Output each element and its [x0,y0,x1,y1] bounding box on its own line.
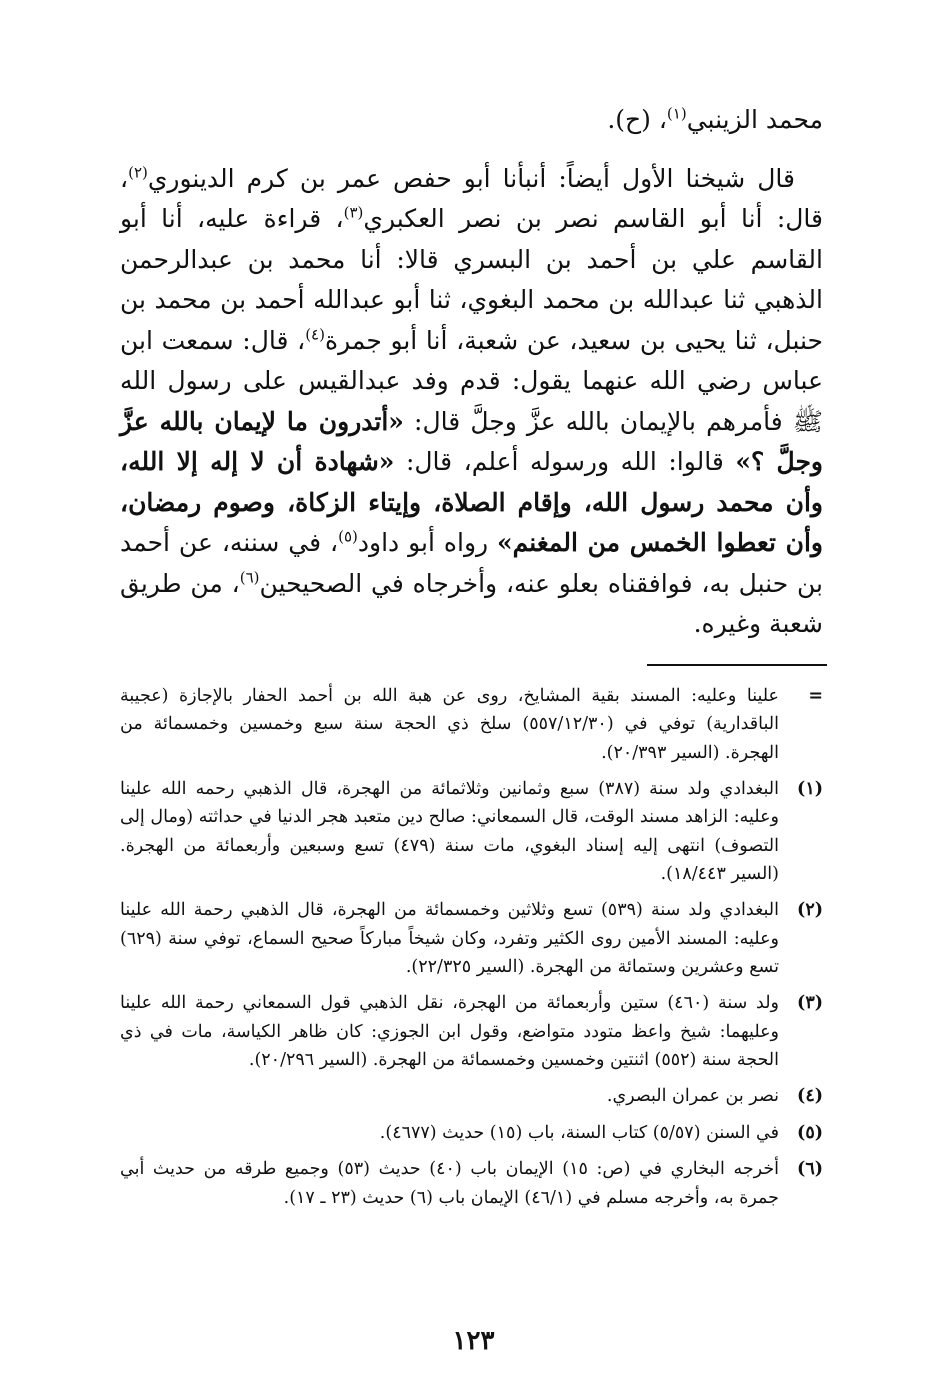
footnote-ref-6: (٦) [239,568,260,587]
footnote-ref-2: (٢) [128,163,148,182]
footnote-text: أخرجه البخاري في (ص: ١٥) الإيمان باب (٤٠) حديث (٥٣) وجميع طرقه من حديث أبي جمرة به، وأخرجه مسلم في (٤٦/١) الإيمان باب (٦) حديث (٢٣ ـ ١٧). [120,1159,779,1208]
footnote-2 [120,896,823,981]
para-text-8: ، من طريق شعبة وغيره. [120,568,823,638]
para-text-7: ، في سننه، عن أحمد بن حنبل به، فوافقناه بعلو عنه، وأخرجاه في الصحيحين [120,528,824,598]
footnote-5 [120,1119,823,1147]
intro-line [120,100,823,141]
footnotes-section [120,682,823,1220]
footnote-number: (١) [797,779,823,800]
footnote-number: (٣) [797,993,823,1014]
footnote-text: في السنن (٥/٥٧) كتاب السنة، باب (١٥) حديث (٤٦٧٧). [379,1122,779,1143]
main-paragraph [120,159,823,645]
footnote-text: البغدادي ولد سنة (٣٨٧) سبع وثمانين وثلاثمائة من الهجرة، قال الذهبي رحمه الله علينا وعليه: الزاهد مسند الوقت، قال السمعاني: صالح دين متعبد هجر الدنيا في حداثته (ومال إلى التصوف) انتهى إليه إسناد البغوي، مات سنة (٤٧٩) تسع وسبعين وأربعمائة من الهجرة. (السير ١٨/٤٤٣). [120,779,779,885]
para-text-3: ، قراءة عليه، أنا أبو القاسم علي بن أحمد بن البسري قالا: أنا محمد بن عبدالرحمن الذهبي ثنا عبدالله بن محمد البغوي، ثنا أبو عبدالله أحمد بن محمد بن حنبل، ثنا يحيى بن سعيد، عن شعبة، أنا أبو جمرة [120,204,823,355]
footnote-3 [120,989,823,1074]
footnote-ref-4: (٤) [305,325,325,344]
footnote-continued [120,682,823,767]
footnote-number: (٤) [797,1086,823,1107]
footnote-text: ولد سنة (٤٦٠) ستين وأربعمائة من الهجرة، نقل الذهبي قول السمعاني رحمة الله علينا وعليهما: شيخ واعظ متودد متواضع، وقول ابن الجوزي: كان ظاهر الكياسة، مات في ذي الحجة سنة (٥٥٢) اثنتين وخمسين وخمسمائة من الهجرة. (السير ٢٠/٢٩٦). [120,993,780,1071]
footnote-text: علينا وعليه: المسند بقية المشايخ، روى عن هبة الله بن أحمد الحفار بالإجازة (عجيبة الباقدارية) توفي في (٥٥٧/١٢/٣٠) سلخ ذي الحجة سنة سبع وخمسين وخمسمائة من الهجرة. (السير ٢٠/٣٩٣). [120,686,779,763]
footnote-ref-3: (٣) [343,203,364,222]
para-text-1: قال شيخنا الأول أيضاً: أنبأنا أبو حفص عمر بن كرم الدينوري [147,163,795,193]
footnote-ref-1: (١) [666,104,687,123]
para-text-2: ، قال: أنا أبو القاسم نصر بن نصر العكبري [120,163,823,233]
footnote-text: البغدادي ولد سنة (٥٣٩) تسع وثلاثين وخمسمائة من الهجرة، قال الذهبي رحمة الله علينا وعليه: المسند الأمين روى الكثير وتفرد، وكان شيخاً مباركاً صحيح السماع، توفي سنة (٦٢٩) تسع وعشرين وستمائة من الهجرة. (السير ٢٢/٣٢٥). [120,900,779,978]
para-text-4: ، قال: سمعت ابن عباس رضي الله عنهما يقول: قدم وفد عبدالقيس على رسول الله ﷺ فأمرهم بالإيمان بالله عزَّ وجلَّ قال: [120,325,823,436]
footnote-6 [120,1155,823,1212]
para-text-6: رواه أبو داود [357,528,498,557]
footnote-separator [647,664,827,666]
para-text-5: قالوا: الله ورسوله أعلم، قال: [394,447,736,476]
footnote-number: (٢) [797,900,823,921]
intro-tail: ، (ح). [607,105,667,134]
footnote-number: (٦) [797,1159,823,1180]
footnote-1 [120,775,823,888]
footnote-text: نصر بن عمران البصري. [606,1086,779,1107]
hadith-quote-1: «أتدرون ما لإيمان بالله عزَّ وجلَّ ؟» [120,406,824,476]
footnote-number: = [808,686,823,706]
intro-text: محمد الزينبي [686,105,823,134]
footnote-4 [120,1082,823,1110]
footnote-ref-5: (٥) [338,527,358,546]
hadith-quote-2: «شهادة أن لا إله إلا الله، وأن محمد رسول الله، وإقام الصلاة، وإيتاء الزكاة، وصوم رمضان، وأن تعطوا الخمس من المغنم» [120,447,823,557]
page-number: ١٢٣ [452,1326,495,1356]
footnote-number: (٥) [797,1122,823,1143]
